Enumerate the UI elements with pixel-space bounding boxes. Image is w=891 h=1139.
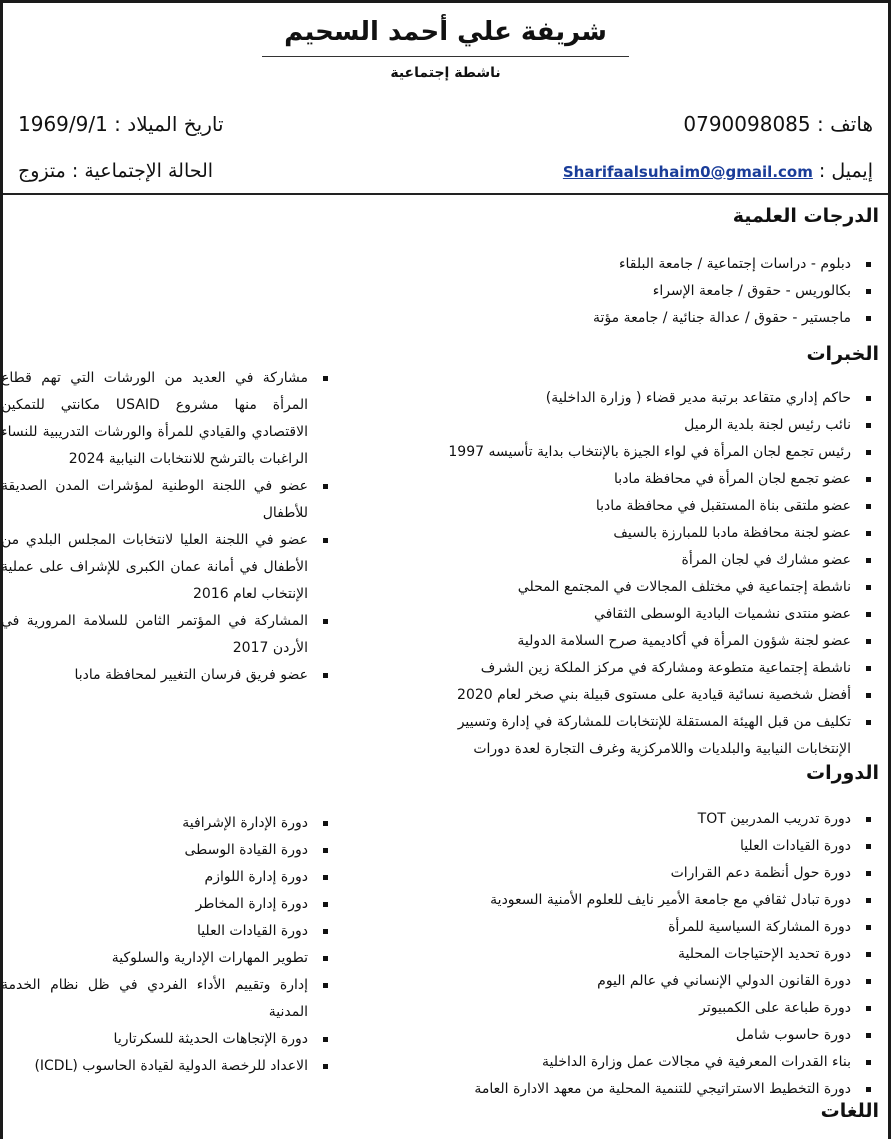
degrees-list xyxy=(409,251,879,332)
list-item: دورة القيادات العليا xyxy=(1,918,336,945)
list-item: دورة القيادة الوسطى xyxy=(1,837,336,864)
experience-list-right xyxy=(409,385,879,763)
list-item: نائب رئيس لجنة بلدية الرميل xyxy=(409,412,879,439)
list-item: دورة تدريب المدربين TOT xyxy=(409,806,879,833)
list-item: عضو تجمع لجان المرأة في محافظة مادبا xyxy=(409,466,879,493)
list-item: المشاركة في المؤتمر الثامن للسلامة المرورية في الأردن 2017 xyxy=(1,608,336,662)
email-row xyxy=(563,160,873,182)
contact-row-1 xyxy=(18,112,873,136)
list-item: مشاركة في العديد من الورشات التي تهم قطاع المرأة منها مشروع USAID مكانتي للتمكين الاقتصادي والقيادي للمرأة والورشات التدريبية للنساء الراغبات بالترشح للانتخابات النيابية 2024 xyxy=(1,365,336,473)
courses-heading: الدورات xyxy=(806,762,879,784)
list-item: دورة الإتجاهات الحديثة للسكرتاريا xyxy=(1,1026,336,1053)
list-item: دورة إدارة المخاطر xyxy=(1,891,336,918)
list-item: عضو ملتقى بناة المستقبل في محافظة مادبا xyxy=(409,493,879,520)
list-item: عضو في اللجنة العليا لانتخابات المجلس البلدي من الأطفال في أمانة عمان الكبرى للإشراف على عملية الإنتخاب لعام 2016 xyxy=(1,527,336,608)
list-item: بكالوريس - حقوق / جامعة الإسراء xyxy=(409,278,879,305)
birth-date-text: تاريخ الميلاد : 1969/9/1 xyxy=(18,112,224,136)
list-item: دورة حول أنظمة دعم القرارات xyxy=(409,860,879,887)
list-item: دورة إدارة اللوازم xyxy=(1,864,336,891)
person-name: شريفة علي أحمد السحيم xyxy=(262,8,629,57)
courses-list-left xyxy=(1,810,336,1080)
experience-list-left xyxy=(1,365,336,689)
header-divider xyxy=(3,193,888,195)
list-item: أفضل شخصية نسائية قيادية على مستوى قبيلة بني صخر لعام 2020 xyxy=(409,682,879,709)
list-item: دورة تبادل ثقافي مع جامعة الأمير نايف للعلوم الأمنية السعودية xyxy=(409,887,879,914)
marital-status-text: الحالة الإجتماعية : متزوج xyxy=(18,160,214,182)
list-item: عضو في اللجنة الوطنية لمؤشرات المدن الصديقة للأطفال xyxy=(1,473,336,527)
list-item: دورة القيادات العليا xyxy=(409,833,879,860)
list-item: رئيس تجمع لجان المرأة في لواء الجيزة بالإنتخاب بداية تأسيسه 1997 xyxy=(409,439,879,466)
list-item: إدارة وتقييم الأداء الفردي في ظل نظام الخدمة المدنية xyxy=(1,972,336,1026)
cv-header xyxy=(0,8,891,81)
list-item: تطوير المهارات الإدارية والسلوكية xyxy=(1,945,336,972)
list-item: ناشطة إجتماعية في مختلف المجالات في المجتمع المحلي xyxy=(409,574,879,601)
degrees-heading: الدرجات العلمية xyxy=(732,205,879,227)
experience-heading: الخبرات xyxy=(806,343,879,365)
list-item: حاكم إداري متقاعد برتبة مدير قضاء ( وزارة الداخلية) xyxy=(409,385,879,412)
list-item: تكليف من قبل الهيئة المستقلة للإنتخابات للمشاركة في إدارة وتسيير الإنتخابات النيابية والبلديات واللامركزية وغرف التجارة لعدة دورات xyxy=(409,709,879,763)
phone-text: هاتف : 0790098085 xyxy=(683,112,873,136)
email-label: إيميل : xyxy=(812,160,873,182)
list-item: دورة التخطيط الاستراتيجي للتنمية المحلية من معهد الادارة العامة xyxy=(409,1076,879,1103)
list-item: عضو مشارك في لجان المرأة xyxy=(409,547,879,574)
courses-list-right xyxy=(409,806,879,1103)
email-link[interactable]: Sharifaalsuhaim0@gmail.com xyxy=(562,163,813,181)
list-item: دورة طباعة على الكمبيوتر xyxy=(409,995,879,1022)
list-item: ماجستير - حقوق / عدالة جنائية / جامعة مؤتة xyxy=(409,305,879,332)
list-item: عضو لجنة شؤون المرأة في أكاديمية صرح السلامة الدولية xyxy=(409,628,879,655)
list-item: دورة المشاركة السياسية للمرأة xyxy=(409,914,879,941)
list-item: دبلوم - دراسات إجتماعية / جامعة البلقاء xyxy=(409,251,879,278)
list-item: دورة الإدارة الإشرافية xyxy=(1,810,336,837)
list-item: دورة تحديد الإحتياجات المحلية xyxy=(409,941,879,968)
list-item: دورة القانون الدولي الإنساني في عالم اليوم xyxy=(409,968,879,995)
list-item: عضو فريق فرسان التغيير لمحافظة مادبا xyxy=(1,662,336,689)
languages-heading: اللغات xyxy=(820,1100,879,1122)
list-item: الاعداد للرخصة الدولية لقيادة الحاسوب (ICDL) xyxy=(1,1053,336,1080)
list-item: عضو لجنة محافظة مادبا للمبارزة بالسيف xyxy=(409,520,879,547)
list-item: ناشطة إجتماعية متطوعة ومشاركة في مركز الملكة زين الشرف xyxy=(409,655,879,682)
contact-row-2 xyxy=(18,160,873,182)
list-item: عضو منتدى نشميات البادية الوسطى الثقافي xyxy=(409,601,879,628)
list-item: دورة حاسوب شامل xyxy=(409,1022,879,1049)
person-title: ناشطة إجتماعية xyxy=(390,65,501,81)
list-item: بناء القدرات المعرفية في مجالات عمل وزارة الداخلية xyxy=(409,1049,879,1076)
